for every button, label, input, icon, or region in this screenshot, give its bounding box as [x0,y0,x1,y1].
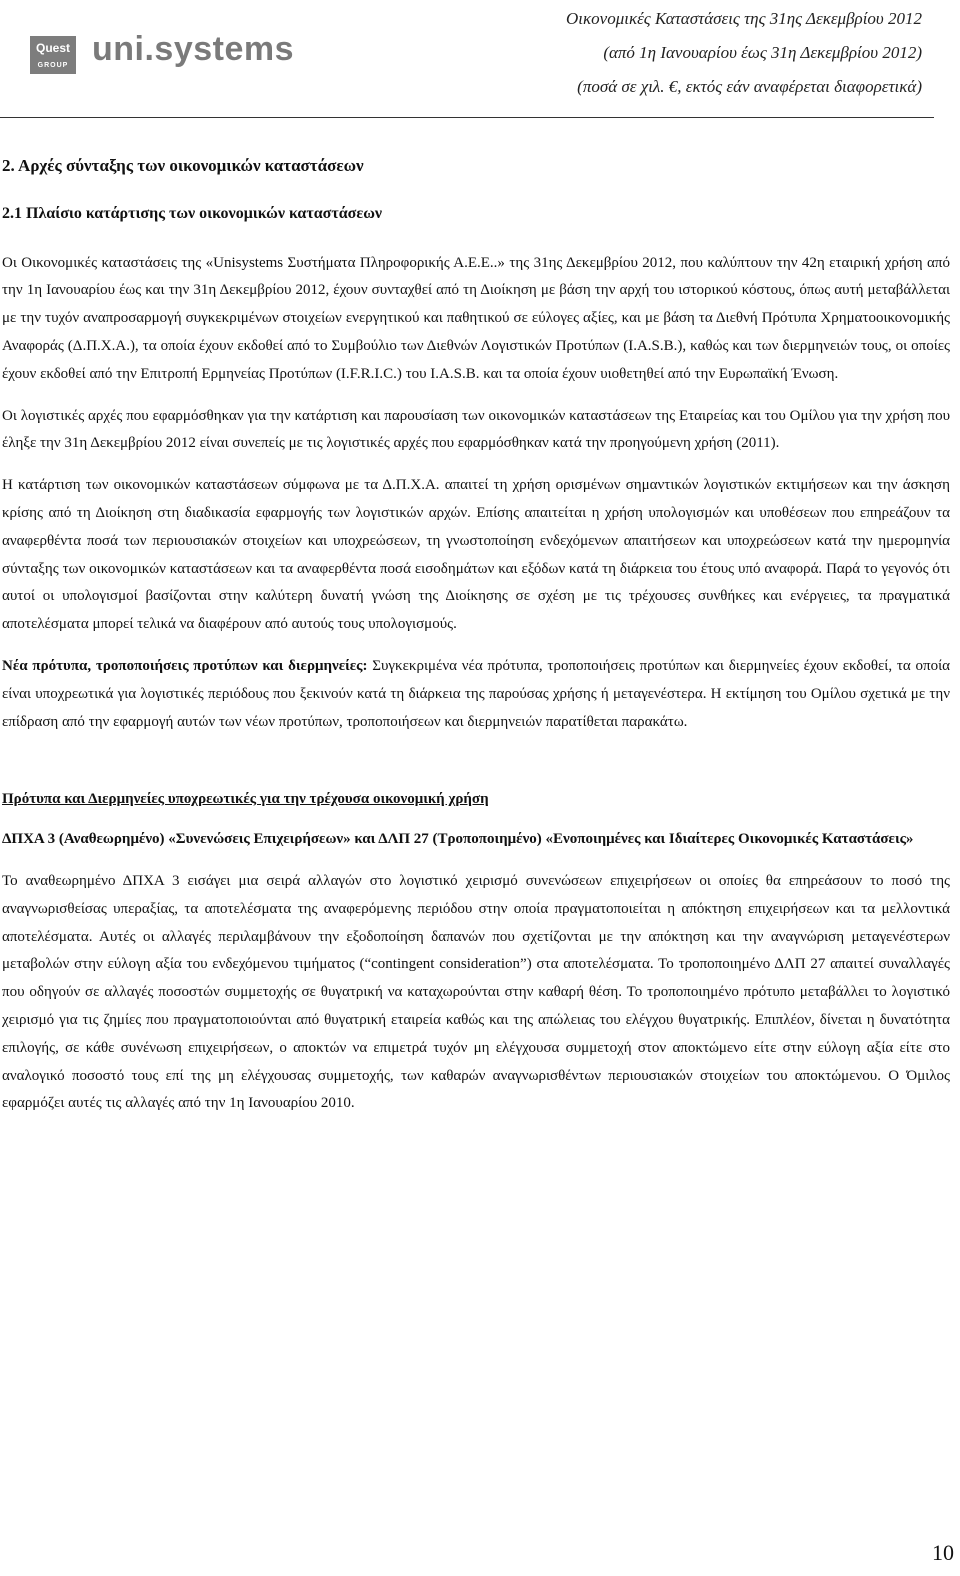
page-number: 10 [932,1540,954,1565]
new-standards-lead: Νέα πρότυπα, τροποποιήσεις προτύπων και διερμηνείες: [2,657,368,674]
paragraph-new-standards [2,653,950,736]
page-header [0,0,960,120]
paragraph-framework: Οι Οικονομικές καταστάσεις της «Unisystems Συστήματα Πληροφορικής Α.Ε.Ε..» της 31ης Δεκεμβρίου 2012, που καλύπτουν την 42η εταιρική χρήση από την 1η Ιανουαρίου έως και την 31η Δεκεμβρίου 2012, έχουν συνταχθεί από τη Διοίκηση με βάση την αρχή του ιστορικού κόστους, όπως αυτή μεταβάλλεται με την τυχόν αναπροσαρμογή συγκεκριμένων στοιχείων ενεργητικού και παθητικού σε εύλογες αξίες, και με βάση τα Διεθνή Πρότυπα Χρηματοοικονομικής Αναφοράς (Δ.Π.Χ.Α.), τα οποία έχουν εκδοθεί από το Συμβούλιο των Διεθνών Λογιστικών Προτύπων (I.A.S.B.), καθώς και των διερμηνειών τους, οι οποίες έχουν εκδοθεί από την Επιτροπή Ερμηνείας Προτύπων (I.F.R.I.C.) του I.A.S.B. και τα οποία έχουν υιοθετηθεί από την Ευρωπαϊκή Ένωση. [2,254,950,382]
document-body [2,152,950,1132]
mandatory-standards-heading: Πρότυπα και Διερμηνείες υποχρεωτικές για την τρέχουσα οικονομική χρήση [2,791,489,808]
brand-logo: uni.systems [92,30,295,68]
quest-group-logo [30,36,76,74]
paragraph-accounting-policies: Οι λογιστικές αρχές που εφαρμόσθηκαν για την κατάρτιση και παρουσίαση των οικονομικών καταστάσεων της Εταιρείας και του Ομίλου για την χρήση που έληξε την 31η Δεκεμβρίου 2012 είναι συνεπείς με τις λογιστικές αρχές που εφαρμόσθηκαν κατά την προηγούμενη χρήση (2011). [2,407,950,452]
subsection-title: 2.1 Πλαίσιο κατάρτισης των οικονομικών καταστάσεων [2,204,383,222]
header-line-currency: (ποσά σε χιλ. €, εκτός εάν αναφέρεται διαφορετικά) [577,77,922,96]
logo-badge-subtext: GROUP [37,62,69,69]
header-line-title: Οικονομικές Καταστάσεις της 31ης Δεκεμβρίου 2012 [565,9,922,28]
section-title: 2. Αρχές σύνταξης των οικονομικών καταστάσεων [2,156,364,175]
report-header-info [566,2,922,104]
paragraph-ifrs3-ias27: Το αναθεωρημένο ΔΠΧΑ 3 εισάγει μια σειρά αλλαγών στο λογιστικό χειρισμό συνενώσεων επιχειρήσεων οι οποίες θα επηρεάσουν το ποσό της αναγνωρισθείσας υπεραξίας, τα αποτελέσματα της αναφερόμενης περιόδου στην οποία πραγματοποιείται η απόκτηση επιχειρήσεων και τα μελλοντικά αποτελέσματα. Αυτές οι αλλαγές περιλαμβάνουν την εξοδοποίηση δαπανών που σχετίζονται με την απόκτηση και την αναγνώριση μεταγενέστερων μεταβολών στην εύλογη αξία του ενδεχόμενου τιμήματος (“contingent consideration”) στα αποτελέσματα. Το τροποποιημένο ΔΛΠ 27 απαιτεί συναλλαγές που οδηγούν σε αλλαγές ποσοστών συμμετοχής σε θυγατρική να καταχωρούνται στην καθαρή θέση. Το τροποποιημένο πρότυπο μεταβάλλει το λογιστικό χειρισμό για τις ζημίες που πραγματοποιούνται από θυγατρική εταιρεία καθώς και της απώλειας του ελέγχου θυγατρικής. Επιπλέον, δίνεται η δυνατότητα επιλογής, σε κάθε συνένωση επιχειρήσεων, ο αποκτών να επιμετρά τυχόν μη ελέγχουσα συμμετοχή στον αποκτώμενο είτε στην εύλογη αξία είτε στο αναλογικό ποσοστό τους επί της μη ελέγχουσας συμμετοχής, των καθαρών αναγνωρισθέντων περιουσιακών στοιχείων του αποκτώμενου. Ο Όμιλος εφαρμόζει αυτές τις αλλαγές από την 1η Ιανουαρίου 2010. [2,872,950,1112]
paragraph-estimates: Η κατάρτιση των οικονομικών καταστάσεων σύμφωνα με τα Δ.Π.Χ.Α. απαιτεί τη χρήση ορισμένων σημαντικών λογιστικών εκτιμήσεων και την άσκηση κρίσης από τη Διοίκηση στη διαδικασία εφαρμογής των λογιστικών αρχών. Επίσης απαιτείται η χρήση υπολογισμών και υποθέσεων που επηρεάζουν τα αναφερθέντα ποσά των περιουσιακών στοιχείων και υποχρεώσεων, τη γνωστοποίηση ενδεχόμενων απαιτήσεων και υποχρεώσεων κατά την ημερομηνία σύνταξης των οικονομικών καταστάσεων και τα αναφερθέντα ποσά εισοδημάτων και εξόδων κατά τη διάρκεια του έτους υπό αναφορά. Παρά το γεγονός ότι αυτοί οι υπολογισμοί βασίζονται στην καλύτερη δυνατή γνώση της Διοίκησης σε σχέση με τις τρέχουσες συνθήκες και ενέργειες, τα πραγματικά αποτελέσματα μπορεί τελικά να διαφέρουν από αυτούς τους υπολογισμούς. [2,477,950,633]
header-divider [0,117,934,118]
header-line-period: (από 1η Ιανουαρίου έως 31η Δεκεμβρίου 2012) [603,43,922,62]
ifrs3-ias27-heading: ΔΠΧΑ 3 (Αναθεωρημένο) «Συνενώσεις Επιχειρήσεων» και ΔΛΠ 27 (Τροποποιημένο) «Ενοποιημένες και Ιδιαίτερες Οικονομικές Καταστάσεις» [2,831,914,848]
new-standards-text: Συγκεκριμένα νέα πρότυπα, τροποποιήσεις προτύπων και διερμηνείες έχουν εκδοθεί, τα οποία είναι υποχρεωτικά για λογιστικές περιόδους που ξεκινούν κατά τη διάρκεια της παρούσας χρήσης ή μεταγενέστερα. Η εκτίμηση του Ομίλου σχετικά με την επίδραση από την εφαρμογή αυτών των νέων προτύπων, τροποποιήσεων και διερμηνειών παρατίθεται παρακάτω. [2,657,950,730]
logo-badge-text: Quest [35,41,70,55]
